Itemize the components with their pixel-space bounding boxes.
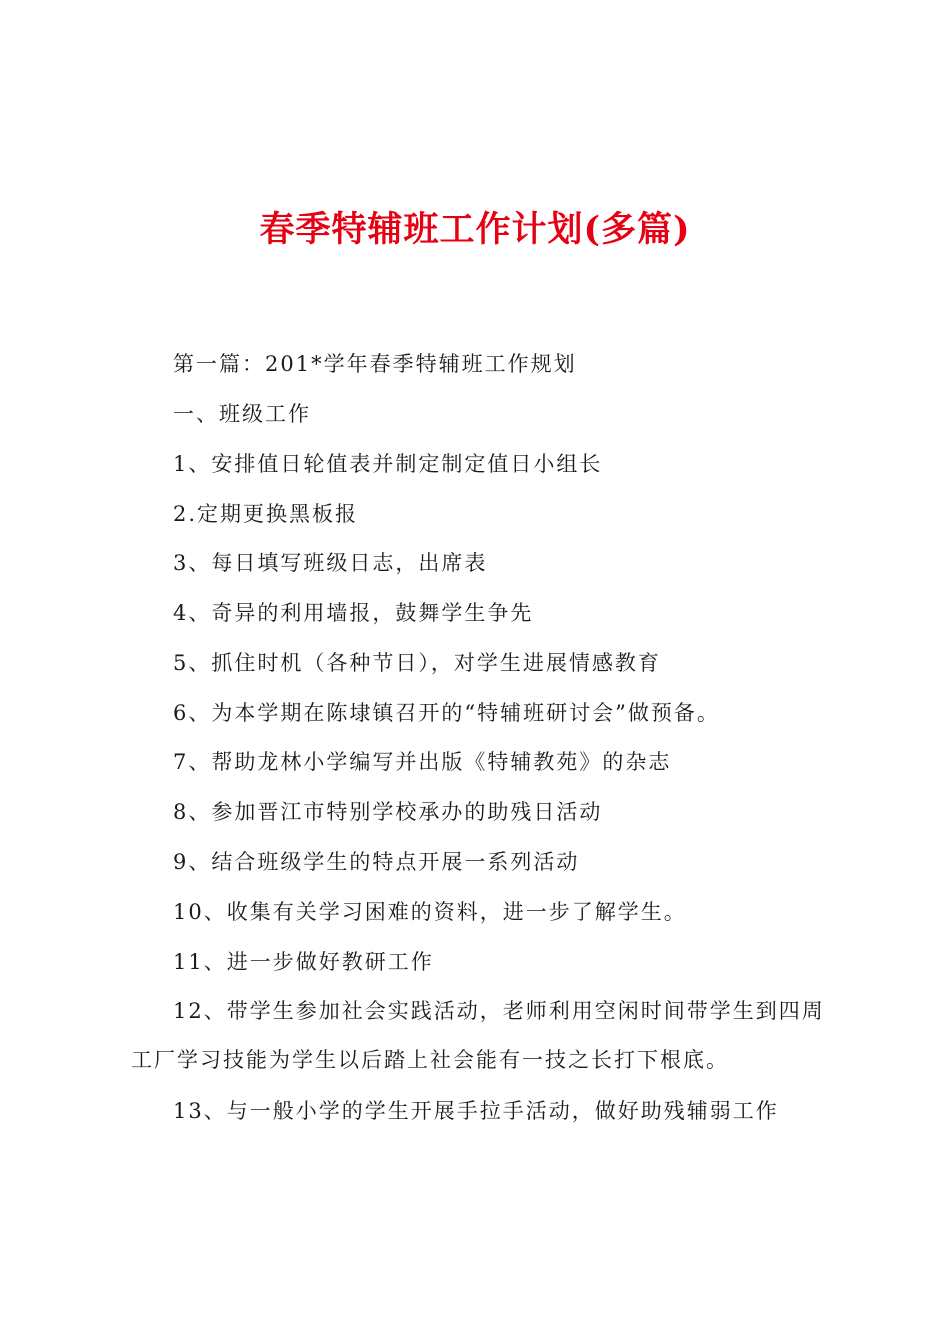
list-item: 1、安排值日轮值表并制定制定值日小组长 bbox=[173, 452, 603, 476]
list-item: 13、与一般小学的学生开展手拉手活动，做好助残辅弱工作 bbox=[173, 1099, 779, 1123]
list-item: 3、每日填写班级日志，出席表 bbox=[173, 551, 488, 575]
list-item: 5、抓住时机（各种节日），对学生进展情感教育 bbox=[173, 651, 661, 675]
list-item: 10、收集有关学习困难的资料，进一步了解学生。 bbox=[173, 900, 687, 924]
list-item: 4、奇异的利用墙报，鼓舞学生争先 bbox=[173, 601, 534, 625]
section-heading: 第一篇：201*学年春季特辅班工作规划 bbox=[173, 352, 577, 376]
list-item: 9、结合班级学生的特点开展一系列活动 bbox=[173, 850, 580, 874]
subsection-heading: 一、班级工作 bbox=[173, 402, 311, 426]
document-title: 春季特辅班工作计划(多篇) bbox=[259, 209, 691, 250]
list-item: 12、带学生参加社会实践活动，老师利用空闲时间带学生到四周工厂学习技能为学生以后踏上社会能有一技之长打下根底。 bbox=[131, 999, 825, 1072]
list-item: 11、进一步做好教研工作 bbox=[173, 950, 434, 974]
list-item: 8、参加晋江市特别学校承办的助残日活动 bbox=[173, 800, 603, 824]
list-item: 7、帮助龙林小学编写并出版《特辅教苑》的杂志 bbox=[173, 750, 672, 774]
list-item: 2.定期更换黑板报 bbox=[173, 502, 359, 526]
list-item: 6、为本学期在陈埭镇召开的“特辅班研讨会”做预备。 bbox=[173, 701, 720, 725]
